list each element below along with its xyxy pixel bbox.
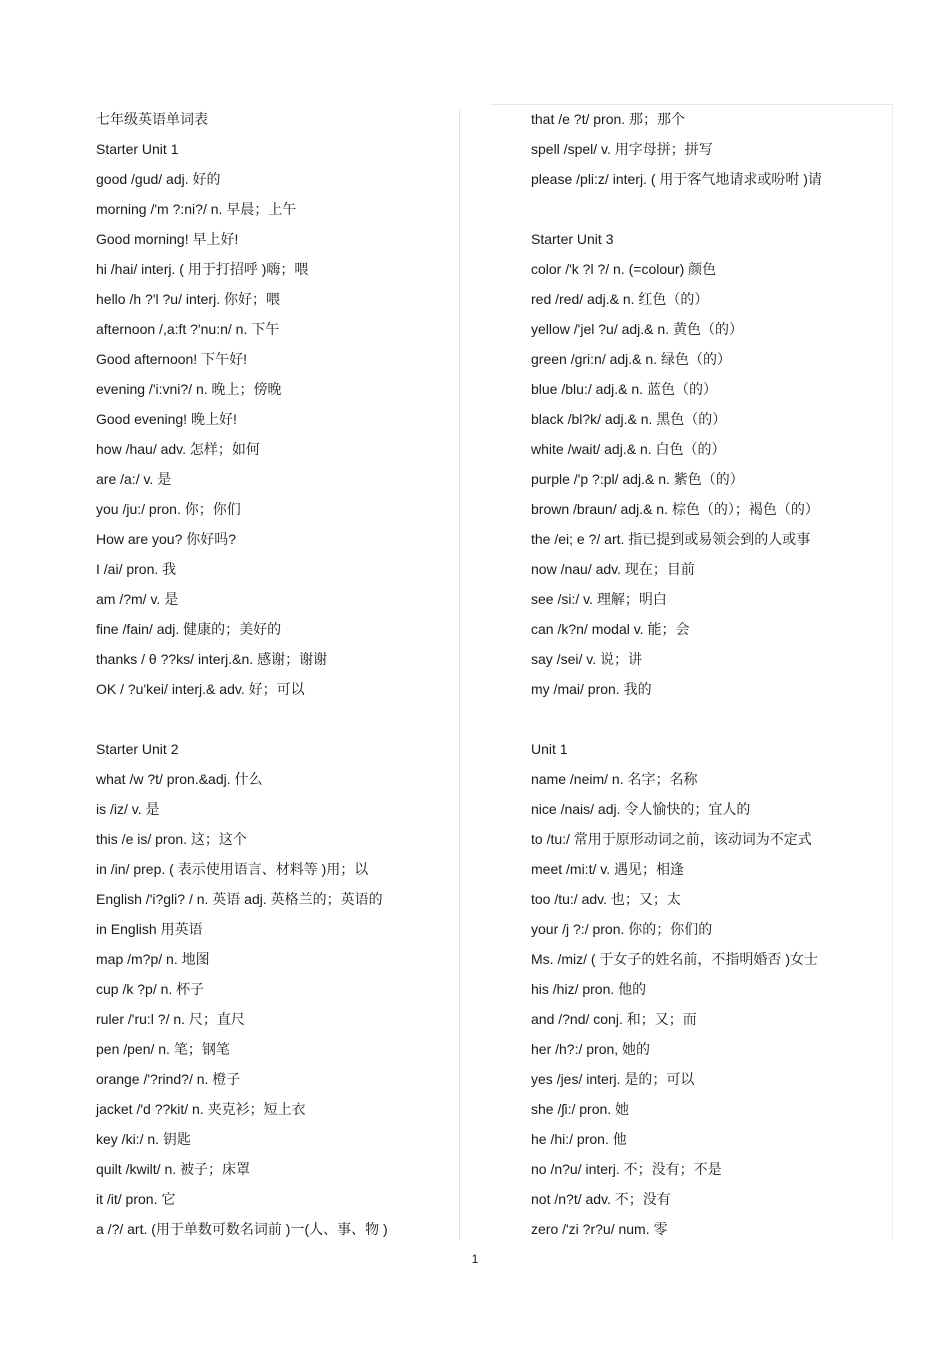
vocab-entry: am /?m/ v. 是 <box>96 591 179 607</box>
vocab-entry: Good afternoon! 下午好! <box>96 351 247 367</box>
vocab-entry: Ms. /miz/ ( 于女子的姓名前，不指明婚否 )女士 <box>531 951 818 967</box>
vocab-entry: now /nau/ adv. 现在；目前 <box>531 561 695 577</box>
vocab-entry: is /iz/ v. 是 <box>96 801 160 817</box>
left-column <box>96 104 456 1244</box>
vocab-entry: How are you? 你好吗? <box>96 531 237 547</box>
vocab-entry: he /hi:/ pron. 他 <box>531 1131 627 1147</box>
vocab-entry: good /gud/ adj. 好的 <box>96 171 221 187</box>
blank-line <box>531 704 881 734</box>
vocab-entry: morning /'m ?:ni?/ n. 早晨；上午 <box>96 201 297 217</box>
vocab-entry: thanks / θ ??ks/ interj.&n. 感谢；谢谢 <box>96 651 328 667</box>
vocab-entry: nice /nais/ adj. 令人愉快的；宜人的 <box>531 801 751 817</box>
vocab-entry: color /'k ?l ?/ n. (=colour) 颜色 <box>531 261 717 277</box>
vocab-entry: zero /'zi ?r?u/ num. 零 <box>531 1221 668 1237</box>
vocab-entry: Good morning! 早上好! <box>96 231 239 247</box>
blank-line <box>96 104 456 134</box>
vocab-entry: black /bl?k/ adj.& n. 黑色（的） <box>531 411 727 427</box>
column-divider <box>459 110 460 1240</box>
vocab-entry: pen /pen/ n. 笔；钢笔 <box>96 1041 230 1057</box>
vocab-entry: map /m?p/ n. 地图 <box>96 951 210 967</box>
vocab-entry: that /e ?t/ pron. 那；那个 <box>531 111 686 127</box>
unit-heading: Starter Unit 1 <box>96 141 179 157</box>
blank-line <box>96 704 456 734</box>
vocab-entry: this /e is/ pron. 这；这个 <box>96 831 247 847</box>
vocab-entry: the /ei; e ?/ art. 指已提到或易领会到的人或事 <box>531 531 811 547</box>
vocab-entry: key /ki:/ n. 钥匙 <box>96 1131 191 1147</box>
vocab-entry: hi /hai/ interj. ( 用于打招呼 )嗨；喂 <box>96 261 309 277</box>
vocab-entry: yes /jes/ interj. 是的；可以 <box>531 1071 695 1087</box>
vocab-entry: my /mai/ pron. 我的 <box>531 681 652 697</box>
vocab-entry: meet /mi:t/ v. 遇见；相逢 <box>531 861 684 877</box>
vocab-entry: to /tu:/ 常用于原形动词之前，该动词为不定式 <box>531 831 812 847</box>
unit-heading: Starter Unit 2 <box>96 741 179 757</box>
vocab-entry: what /w ?t/ pron.&adj. 什么 <box>96 771 263 787</box>
unit-heading: Unit 1 <box>531 741 568 757</box>
vocab-entry: orange /'?rind?/ n. 橙子 <box>96 1071 241 1087</box>
vocab-entry: white /wait/ adj.& n. 白色（的） <box>531 441 726 457</box>
vocab-entry: jacket /'d ??kit/ n. 夹克衫；短上衣 <box>96 1101 306 1117</box>
vocab-entry: and /?nd/ conj. 和；又；而 <box>531 1011 697 1027</box>
document-title: 七年级英语单词表 <box>96 111 208 127</box>
unit-heading: Starter Unit 3 <box>531 231 614 247</box>
vocab-entry: spell /spel/ v. 用字母拼；拼写 <box>531 141 713 157</box>
vocab-entry: she /ʃi:/ pron. 她 <box>531 1101 630 1117</box>
vocab-entry: name /neim/ n. 名字；名称 <box>531 771 698 787</box>
vocab-entry: please /pli:z/ interj. ( 用于客气地请求或吩咐 )请 <box>531 171 822 187</box>
vocab-entry: fine /fain/ adj. 健康的；美好的 <box>96 621 282 637</box>
vocab-entry: not /n?t/ adv. 不；没有 <box>531 1191 671 1207</box>
vocab-entry: blue /blu:/ adj.& n. 蓝色（的） <box>531 381 717 397</box>
vocab-entry: in English 用英语 <box>96 921 203 937</box>
vocab-entry: I /ai/ pron. 我 <box>96 561 177 577</box>
vocab-entry: are /a:/ v. 是 <box>96 471 172 487</box>
vocab-entry: ruler /'ru:l ?/ n. 尺；直尺 <box>96 1011 245 1027</box>
vocab-entry: hello /h ?'l ?u/ interj. 你好；喂 <box>96 291 280 307</box>
vocab-entry: your /j ?:/ pron. 你的；你们的 <box>531 921 713 937</box>
vocab-entry: you /ju:/ pron. 你；你们 <box>96 501 241 517</box>
vocab-entry: Good evening! 晚上好! <box>96 411 237 427</box>
vocab-entry: yellow /'jel ?u/ adj.& n. 黄色（的） <box>531 321 743 337</box>
right-column <box>531 104 881 1244</box>
vocab-entry: red /red/ adj.& n. 红色（的） <box>531 291 709 307</box>
vocab-entry: a /?/ art. (用于单数可数名词前 )一(人、事、物 ) <box>96 1221 388 1237</box>
vocab-entry: say /sei/ v. 说；讲 <box>531 651 642 667</box>
vocab-entry: his /hiz/ pron. 他的 <box>531 981 647 997</box>
page-frame-side <box>892 104 893 1240</box>
vocab-entry: cup /k ?p/ n. 杯子 <box>96 981 205 997</box>
vocab-entry: see /si:/ v. 理解；明白 <box>531 591 667 607</box>
vocab-entry: English /'i?gli? / n. 英语 adj. 英格兰的；英语的 <box>96 891 383 907</box>
vocab-entry: it /it/ pron. 它 <box>96 1191 176 1207</box>
vocab-entry: quilt /kwilt/ n. 被子；床罩 <box>96 1161 251 1177</box>
vocab-entry: can /k?n/ modal v. 能；会 <box>531 621 690 637</box>
vocab-entry: in /in/ prep. ( 表示使用语言、材料等 )用；以 <box>96 861 369 877</box>
vocab-entry: too /tu:/ adv. 也；又；太 <box>531 891 681 907</box>
vocab-entry: afternoon /,a:ft ?'nu:n/ n. 下午 <box>96 321 280 337</box>
vocab-entry: OK / ?u'kei/ interj.& adv. 好；可以 <box>96 681 305 697</box>
vocab-entry: her /h?:/ pron, 她的 <box>531 1041 651 1057</box>
vocab-entry: brown /braun/ adj.& n. 棕色（的）；褐色（的） <box>531 501 819 517</box>
blank-line <box>531 194 881 224</box>
vocab-entry: evening /'i:vni?/ n. 晚上；傍晚 <box>96 381 282 397</box>
page-number: 1 <box>471 1252 479 1266</box>
vocab-entry: no /n?u/ interj. 不；没有；不是 <box>531 1161 722 1177</box>
vocab-entry: how /hau/ adv. 怎样；如何 <box>96 441 260 457</box>
vocab-entry: purple /'p ?:pl/ adj.& n. 紫色（的） <box>531 471 744 487</box>
vocab-entry: green /gri:n/ adj.& n. 绿色（的） <box>531 351 731 367</box>
